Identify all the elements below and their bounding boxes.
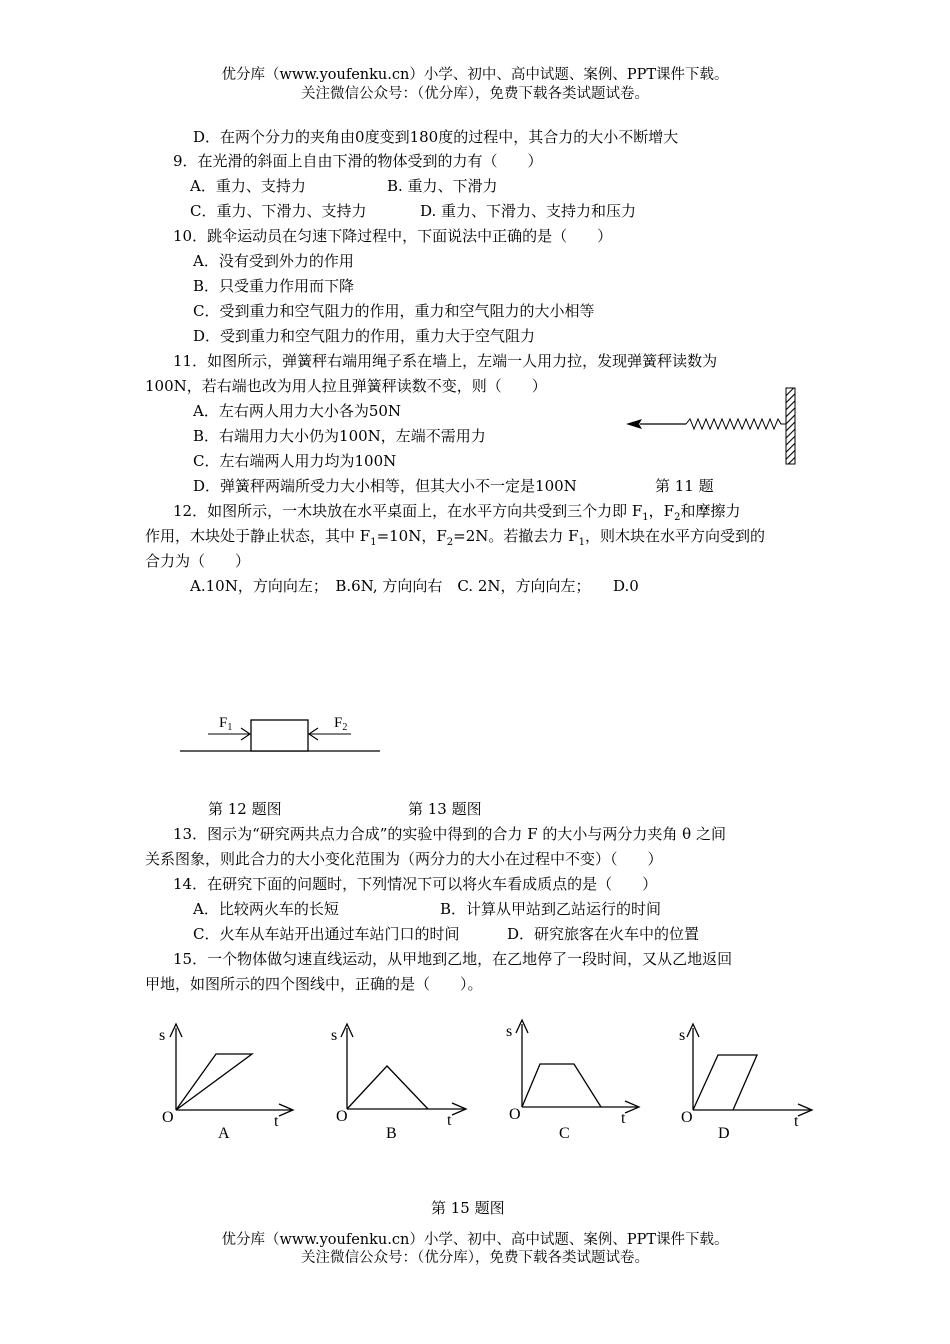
q10-option-d: D．受到重力和空气阻力的作用，重力大于空气阻力 [193, 327, 536, 345]
q10-option-c: C．受到重力和空气阻力的作用，重力和空气阻力的大小相等 [193, 302, 595, 320]
q9-option-d: D. 重力、下滑力、支持力和压力 [420, 202, 637, 220]
q15-stem-line2: 甲地，如图所示的四个图线中，正确的是（ ）。 [145, 975, 483, 993]
q12-stem-line3: 合力为（ ） [145, 552, 251, 570]
graph-c-origin-label: O [509, 1106, 521, 1123]
graph-b-origin-label: O [336, 1108, 348, 1125]
footer-line-2: 关注微信公众号：（优分库），免费下载各类试题试卷。 [301, 1250, 649, 1266]
header-line-2: 关注微信公众号：（优分库），免费下载各类试题试卷。 [301, 86, 649, 102]
q10-option-b: B．只受重力作用而下降 [193, 277, 355, 295]
q9-option-b: B. 重力、下滑力 [387, 177, 498, 195]
q14-stem: 14．在研究下面的问题时，下列情况下可以将火车看成质点的是（ ） [173, 875, 658, 893]
force-f2-label: $F_2$ [334, 715, 348, 733]
graph-d-y-axis-label: s [679, 1027, 686, 1044]
q11-option-a: A．左右两人用力大小各为50N [193, 402, 402, 420]
graph-b-label: B [386, 1125, 397, 1142]
q11-option-d: D．弹簧秤两端所受力大小相等，但其大小不一定是100N [193, 477, 577, 495]
q10-stem: 10．跳伞运动员在匀速下降过程中，下面说法中正确的是（ ） [173, 227, 613, 245]
q9-option-c: C．重力、下滑力、支持力 [190, 202, 367, 220]
graph-c [506, 1020, 639, 1142]
graph-b-line [347, 1066, 428, 1109]
q14-option-a: A．比较两火车的长短 [193, 900, 339, 918]
header-line-1: 优分库（www.youfenku.cn）小学、初中、高中试题、案例、PPT课件下载。 [221, 67, 729, 83]
graph-c-label: C [559, 1125, 570, 1142]
q13-stem-line1: 13．图示为“研究两共点力合成”的实验中得到的合力 F 的大小与两分力夹角 θ 之间 [173, 825, 726, 843]
q12-figure-caption: 第 12 题图 [208, 800, 282, 818]
q11-option-b: B．右端用力大小仍为100N，左端不需用力 [193, 427, 486, 445]
graph-d-label: D [718, 1125, 730, 1142]
q9-option-a: A．重力、支持力 [190, 177, 306, 195]
graph-a-x-axis-label: t [274, 1113, 279, 1130]
q14-option-d: D．研究旅客在火车中的位置 [507, 925, 700, 943]
graph-a [159, 1024, 293, 1142]
graph-a-y-axis-label: s [159, 1027, 166, 1044]
graph-a-label: A [218, 1125, 230, 1142]
graph-c-y-axis-label: s [506, 1023, 513, 1040]
q11-stem-line1: 11．如图所示，弹簧秤右端用绳子系在墙上，左端一人用力拉，发现弹簧秤读数为 [173, 352, 718, 370]
q15-stem-line1: 15．一个物体做匀速直线运动，从甲地到乙地，在乙地停了一段时间，又从乙地返回 [173, 950, 733, 968]
graph-a-line [176, 1054, 252, 1110]
graph-b-x-axis-label: t [447, 1112, 452, 1129]
q10-option-a: A．没有受到外力的作用 [193, 252, 354, 270]
graph-c-line [522, 1064, 601, 1107]
force-f1-label: $F_1$ [219, 715, 233, 733]
q11-stem-line2: 100N，若右端也改为用人拉且弹簧秤读数不变，则（ ） [145, 377, 547, 395]
graph-d [679, 1024, 812, 1142]
q12-stem-line2: 作用，木块处于静止状态，其中 $F_1=10N$，$F_2=2N$。若撤去力 $F_1$，则木块在水平方向受到的 [145, 527, 765, 548]
footer-line-1: 优分库（www.youfenku.cn）小学、初中、高中试题、案例、PPT课件下载。 [221, 1232, 729, 1248]
q15-figure-caption: 第 15 题图 [431, 1199, 505, 1217]
graph-d-line [693, 1055, 757, 1110]
q8-option-d: D．在两个分力的夹角由0度变到180度的过程中，其合力的大小不断增大 [193, 128, 679, 146]
q11-figure-caption: 第 11 题 [655, 477, 714, 495]
graph-d-origin-label: O [681, 1109, 693, 1126]
graph-d-x-axis-label: t [794, 1113, 799, 1130]
q9-stem: 9．在光滑的斜面上自由下滑的物体受到的力有（ ） [173, 152, 543, 170]
graph-b-y-axis-label: s [331, 1027, 338, 1044]
q13-figure-caption: 第 13 题图 [408, 800, 482, 818]
graph-b [331, 1024, 466, 1142]
q11-option-c: C．左右端两人用力均为100N [193, 452, 397, 470]
q12-stem-line1: 12．如图所示，一木块放在水平桌面上，在水平方向共受到三个力即 $F_1$，$F_2$和摩擦力 [173, 502, 741, 523]
q14-option-b: B．计算从甲站到乙站运行的时间 [440, 900, 662, 918]
graph-a-origin-label: O [162, 1109, 174, 1126]
q12-options: A.10N，方向向左； B.6N, 方向向右 C. 2N，方向向左； D.0 [190, 577, 639, 595]
graph-c-x-axis-label: t [621, 1110, 626, 1127]
q14-option-c: C．火车从车站开出通过车站门口的时间 [193, 925, 460, 943]
q13-stem-line2: 关系图象，则此合力的大小变化范围为（两分力的大小在过程中不变）（ ） [145, 850, 663, 868]
